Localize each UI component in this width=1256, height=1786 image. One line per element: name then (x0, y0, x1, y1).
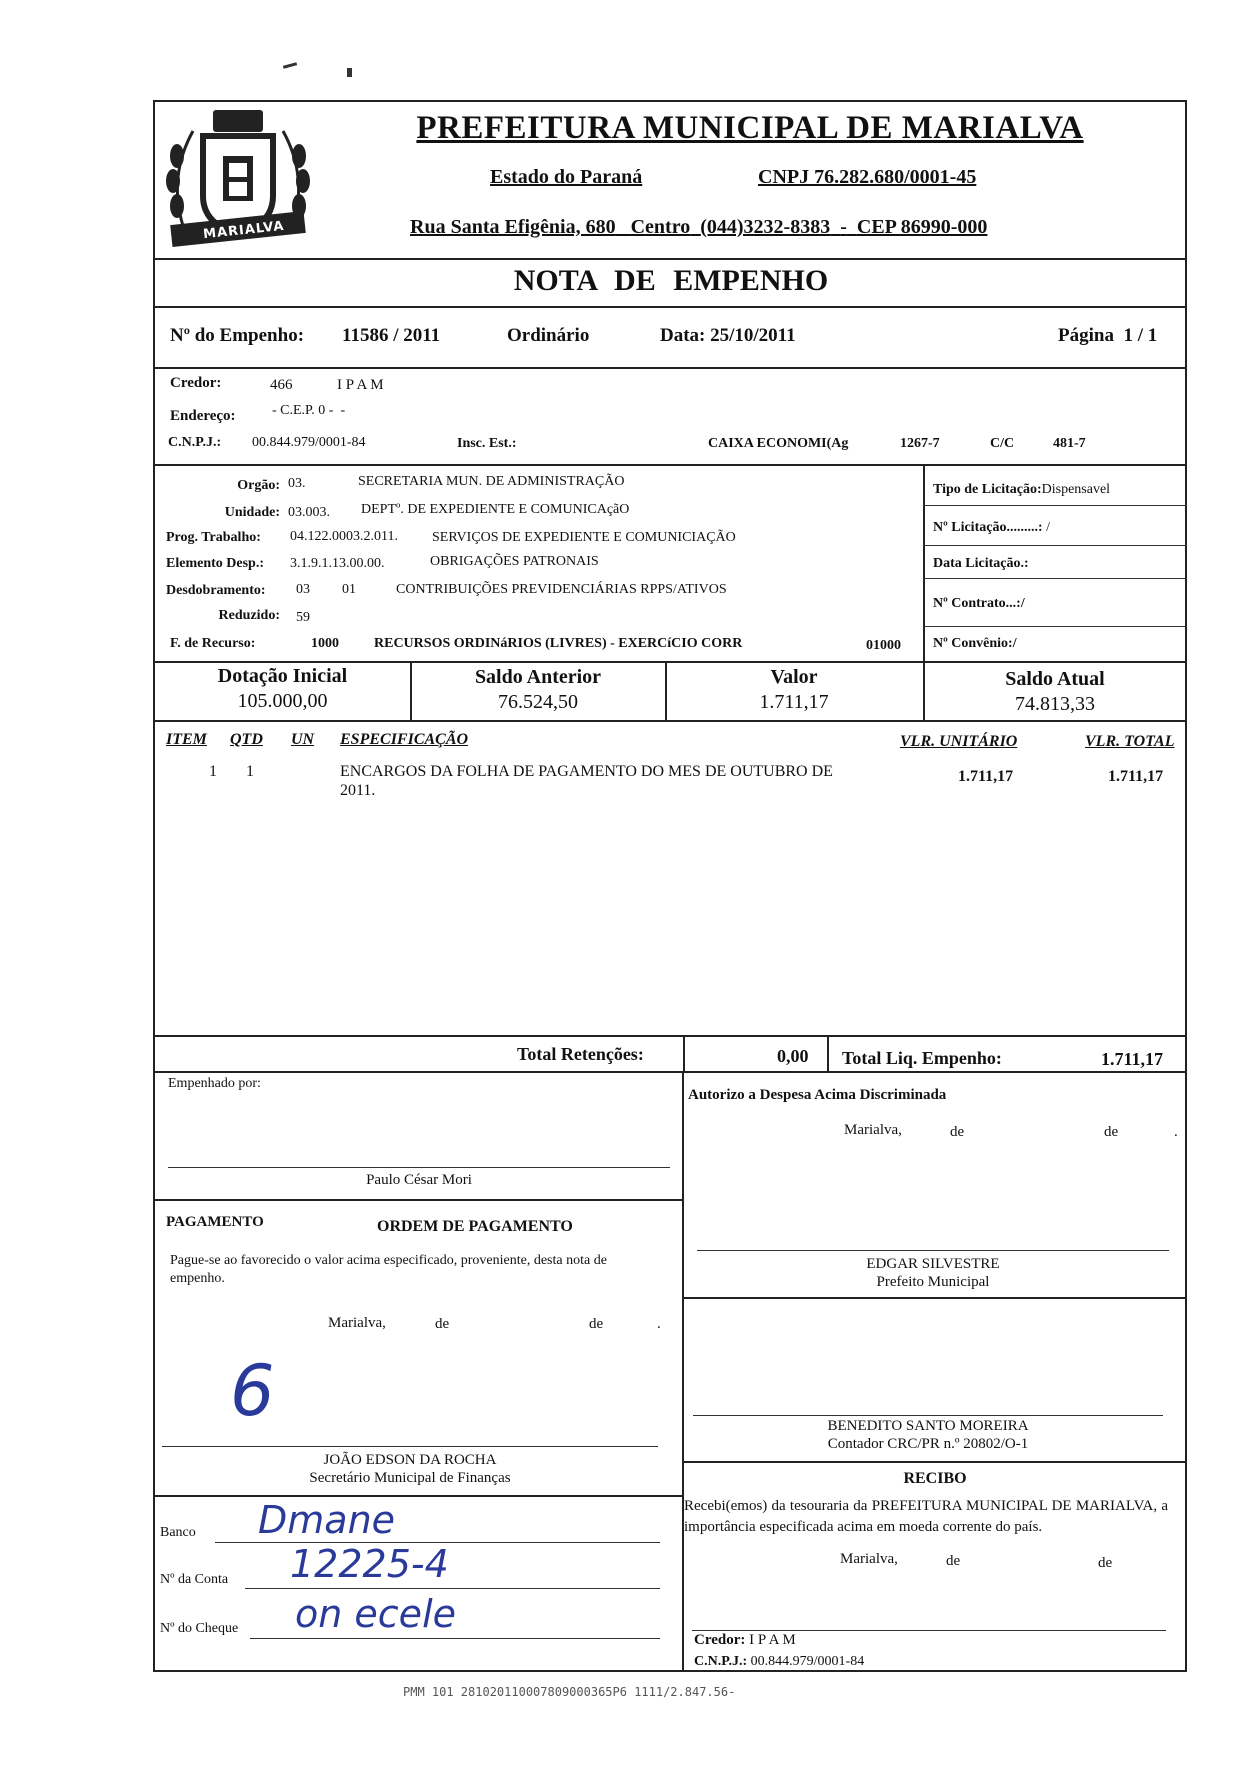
data-licitacao: Data Licitação.: (933, 556, 1029, 571)
signature-line (162, 1446, 658, 1447)
col-unit: VLR. UNITÁRIO (900, 733, 1018, 750)
autorizo-period: . (1174, 1124, 1178, 1140)
divider (155, 306, 1187, 308)
tipo-licitacao: Tipo de Licitação:Dispensavel (933, 482, 1111, 497)
item-qtd: 1 (246, 763, 254, 780)
item-spec-line2: 2011. (340, 782, 376, 799)
empenho-number: 11586 / 2011 (342, 325, 441, 346)
autorizo-de1: de (950, 1124, 965, 1140)
desd-label: Desdobramento: (166, 583, 266, 598)
recibo-cnpj: C.N.P.J.: 00.844.979/0001-84 (694, 1654, 865, 1669)
unidade-label: Unidade: (224, 505, 280, 520)
scan-mark (347, 68, 352, 77)
divider (155, 464, 1187, 466)
autorizo-label: Autorizo a Despesa Acima Discriminada (688, 1087, 947, 1103)
unidade-code: 03.003. (288, 505, 330, 520)
orgao-code: 03. (288, 476, 306, 491)
col-spec: ESPECIFICAÇÃO (340, 731, 469, 748)
credor-name: I P A M (337, 377, 384, 393)
prog-code: 04.122.0003.2.011. (290, 529, 398, 544)
header-state: Estado do Paraná (490, 166, 643, 188)
liq-value: 1.711,17 (1101, 1049, 1164, 1069)
pagamento-label: PAGAMENTO (166, 1214, 264, 1230)
valor-label: Valor (770, 666, 818, 688)
divider (682, 1297, 1187, 1299)
recibo-de1: de (946, 1553, 961, 1569)
crest-logo (163, 106, 313, 256)
desd-code1: 03 (296, 582, 310, 597)
address-label: Endereço: (170, 408, 236, 424)
item-total-value: 1.711,17 (1108, 768, 1164, 785)
unidade-name: DEPTº. DE EXPEDIENTE E COMUNICAçãO (361, 502, 630, 517)
sec-title: Secretário Municipal de Finanças (309, 1470, 511, 1486)
bank-name: CAIXA ECONOMI(Ag (708, 436, 849, 451)
liq-label: Total Liq. Empenho: (842, 1048, 1002, 1068)
elem-label: Elemento Desp.: (166, 556, 264, 571)
credor-label: Credor: (170, 375, 222, 391)
dotacao-label: Dotação Inicial (217, 665, 348, 687)
elem-name: OBRIGAÇÕES PATRONAIS (430, 554, 599, 569)
prog-label: Prog. Trabalho: (166, 530, 261, 545)
recibo-credor: Credor: I P A M (694, 1632, 796, 1648)
saldo-atual-label: Saldo Atual (1005, 668, 1105, 690)
pagamento-de1: de (435, 1316, 450, 1332)
reduzido-label: Reduzido: (218, 608, 280, 623)
divider (155, 1035, 1187, 1037)
recibo-de2: de (1098, 1555, 1113, 1571)
header-title: PREFEITURA MUNICIPAL DE MARIALVA (416, 110, 1084, 146)
pagamento-text: Pague-se ao favorecido o valor acima especificado, proveniente, desta nota de empenho. (170, 1253, 607, 1286)
divider (155, 1199, 682, 1201)
desd-name: CONTRIBUIÇÕES PREVIDENCIÁRIAS RPPS/ATIVOS (396, 582, 727, 597)
item-unit-value: 1.711,17 (958, 768, 1014, 785)
credor-cnpj: 00.844.979/0001-84 (252, 435, 366, 450)
valor-value: 1.711,17 (759, 691, 829, 713)
page-number: Página 1 / 1 (1058, 325, 1158, 346)
ordem-label: ORDEM DE PAGAMENTO (377, 1218, 573, 1235)
col-un: UN (291, 731, 315, 748)
handwritten-initial: 6 (230, 1350, 275, 1432)
saldo-anterior-label: Saldo Anterior (474, 666, 602, 688)
address-value: - C.E.P. 0 - - (272, 403, 346, 418)
signature-line (697, 1250, 1169, 1251)
item-spec-line1: ENCARGOS DA FOLHA DE PAGAMENTO DO MES DE OUTUBRO DE (340, 763, 833, 780)
fonte-label: F. de Recurso: (170, 636, 256, 651)
empenhado-label: Empenhado por: (168, 1076, 261, 1091)
col-qtd: QTD (230, 731, 263, 748)
divider (155, 720, 1187, 722)
cc-value: 481-7 (1053, 436, 1086, 451)
empenho-date: Data: 25/10/2011 (660, 325, 796, 346)
banco-label: Banco (160, 1525, 196, 1540)
orgao-label: Orgão: (237, 478, 280, 493)
divider (155, 1495, 682, 1497)
retencoes-label: Total Retenções: (517, 1044, 644, 1064)
saldo-anterior-value: 76.524,50 (498, 691, 578, 713)
divider (155, 661, 1187, 663)
signature-line (168, 1167, 670, 1168)
conta-handwritten: 12225-4 (290, 1542, 449, 1586)
col-total: VLR. TOTAL (1085, 733, 1175, 750)
cheque-handwritten: on ecele (295, 1592, 456, 1636)
elem-code: 3.1.9.1.13.00.00. (290, 556, 385, 571)
fonte-name: RECURSOS ORDINáRIOS (LIVRES) - EXERCíCIO CORR (374, 636, 743, 651)
credor-cnpj-label: C.N.P.J.: (168, 435, 222, 450)
scan-mark (283, 62, 297, 69)
fonte-code: 1000 (311, 636, 339, 651)
item-num: 1 (209, 763, 217, 780)
divider (923, 578, 1187, 579)
divider (923, 464, 925, 662)
num-licitacao: Nº Licitação.........: / (933, 520, 1050, 535)
conta-line (245, 1588, 660, 1589)
reduzido-code: 59 (296, 610, 310, 625)
divider (682, 1071, 684, 1671)
num-convenio: Nº Convênio:/ (933, 636, 1017, 651)
cheque-line (250, 1638, 660, 1639)
divider (923, 545, 1187, 546)
orgao-name: SECRETARIA MUN. DE ADMINISTRAÇÃO (358, 474, 625, 489)
pagamento-period: . (657, 1316, 661, 1332)
signature-line (693, 1415, 1163, 1416)
divider (923, 505, 1187, 506)
dotacao-value: 105.000,00 (237, 690, 328, 712)
divider (155, 258, 1187, 260)
divider (827, 1035, 829, 1071)
mayor-title: Prefeito Municipal (876, 1274, 990, 1290)
divider (155, 367, 1187, 369)
accountant-name: BENEDITO SANTO MOREIRA (827, 1418, 1029, 1434)
cheque-label: Nº do Cheque (160, 1621, 239, 1636)
recibo-text: Recebi(emos) da tesouraria da PREFEITURA MUNICIPAL DE MARIALVA, a importância especificada acima em moeda corrente do país. (684, 1498, 1168, 1535)
footer-code: PMM 101 281020110007809000365P6 1111/2.847.56- (403, 1685, 736, 1699)
divider (682, 1461, 1187, 1463)
cc-label: C/C (990, 436, 1015, 451)
accountant-title: Contador CRC/PR n.º 20802/O-1 (827, 1436, 1029, 1452)
empenhado-name: Paulo César Mori (366, 1172, 472, 1188)
desd-code2: 01 (342, 582, 356, 597)
header-address: Rua Santa Efigênia, 680 Centro (044)3232-8383 - CEP 86990-000 (410, 216, 988, 238)
saldo-atual-value: 74.813,33 (1015, 693, 1095, 715)
doc-title: NOTA DE EMPENHO (513, 264, 829, 297)
recibo-label: RECIBO (903, 1470, 967, 1487)
mayor-name: EDGAR SILVESTRE (866, 1256, 1000, 1272)
empenho-label: Nº do Empenho: (170, 325, 305, 346)
crest-banner-text: MARIALVA (202, 218, 286, 243)
num-contrato: Nº Contrato...:/ (933, 596, 1025, 611)
signature-line (692, 1630, 1166, 1631)
empenho-type: Ordinário (507, 325, 590, 346)
retencoes-value: 0,00 (777, 1046, 809, 1066)
col-item: ITEM (166, 731, 207, 748)
credor-code: 466 (270, 377, 293, 393)
divider (155, 1071, 1187, 1073)
pagamento-de2: de (589, 1316, 604, 1332)
pagamento-city: Marialva, (328, 1315, 386, 1331)
banco-handwritten: Dmane (258, 1498, 396, 1542)
bank-agency: 1267-7 (900, 436, 940, 451)
conta-label: Nº da Conta (160, 1572, 229, 1587)
header-cnpj: CNPJ 76.282.680/0001-45 (758, 166, 977, 188)
recibo-city: Marialva, (840, 1551, 898, 1567)
autorizo-de2: de (1104, 1124, 1119, 1140)
autorizo-city: Marialva, (844, 1122, 902, 1138)
fonte-extra: 01000 (866, 638, 901, 653)
divider (683, 1035, 685, 1071)
insc-label: Insc. Est.: (457, 436, 517, 451)
prog-name: SERVIÇOS DE EXPEDIENTE E COMUNICIAÇÃO (432, 530, 736, 545)
divider (923, 626, 1187, 627)
sec-name: JOÃO EDSON DA ROCHA (323, 1452, 497, 1468)
